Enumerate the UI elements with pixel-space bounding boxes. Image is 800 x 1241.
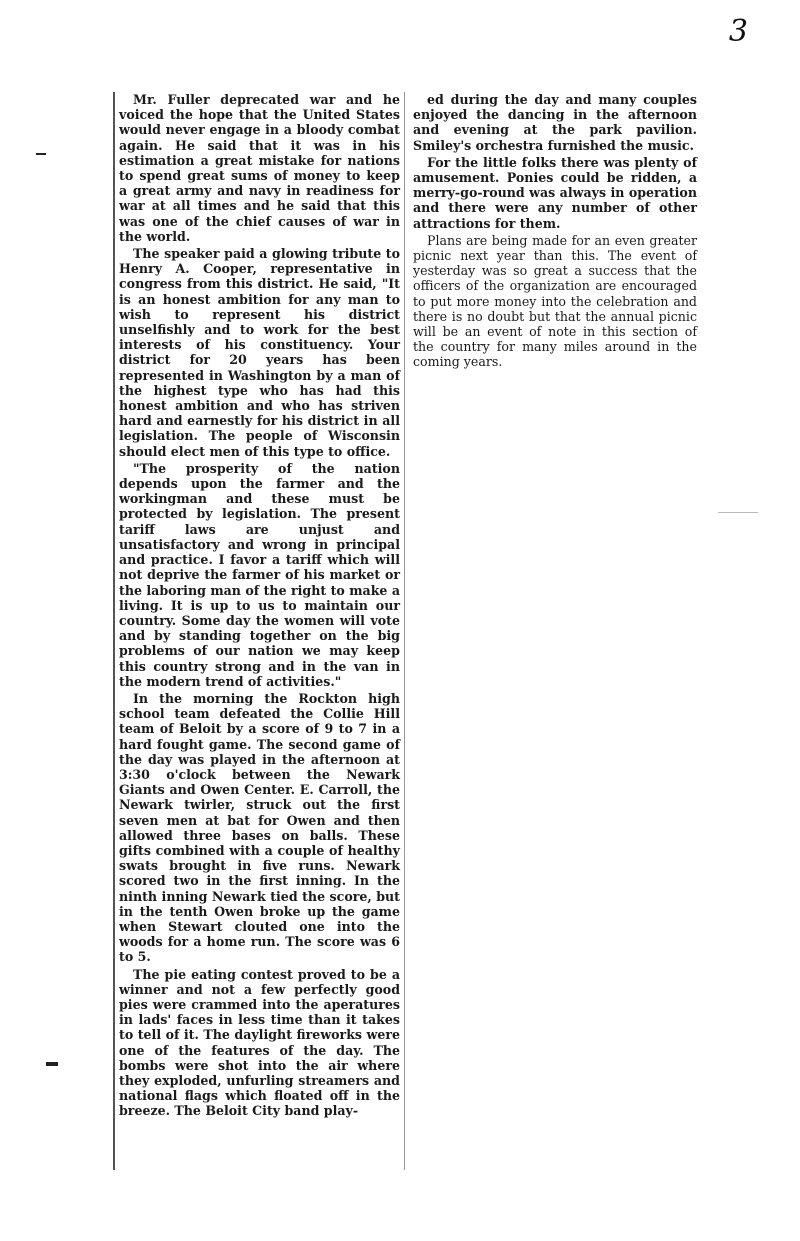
margin-mark-right: [718, 512, 758, 513]
margin-mark-bottom: [46, 1062, 58, 1066]
margin-mark-top: [36, 153, 46, 155]
paragraph-prosperity: "The prosperity of the nation depends upon the farmer and the workingman and these must be protected by legislation. The present tariff laws are unjust and unsatisfactory and wrong in principal and practice. I favor a tariff which will not deprive the farmer of his market or the laboring man of the right to make a living. It is up to us to maintain our country. Some day the women will vote and by standing together on the big problems of our nation we may keep this country strong and in the van in the modern trend of activities.": [119, 460, 400, 689]
paragraph-baseball: In the morning the Rockton high school team defeated the Collie Hill team of Beloit by a score of 9 to 7 in a hard fought game. The second game of the day was played in the afternoon at 3:30 o'clock between the Newark Giants and Owen Center. E. Carroll, the Newark twirler, struck out the first seven men at bat for Owen and then allowed three bases on balls. These gifts combined with a couple of healthy swats brought in five runs. Newark scored two in the first inning. In the ninth inning Newark tied the score, but in the tenth Owen broke up the game when Stewart clouted one into the woods for a home run. The score was 6 to 5.: [119, 690, 400, 965]
left-column: [113, 92, 405, 1170]
right-column: [409, 92, 701, 372]
paragraph-pie-contest: The pie eating contest proved to be a winner and not a few perfectly good pies were crammed into the aperatures in lads' faces in less time than it takes to tell of it. The daylight fireworks were one of the features of the day. The bombs were shot into the air where they exploded, unfurling streamers and national flags which floated off in the breeze. The Beloit City band play-: [119, 966, 400, 1119]
page-number: 3: [728, 14, 748, 49]
paragraph-war: Mr. Fuller deprecated war and he voiced the hope that the United States would never engage in a bloody combat again. He said that it was in his estimation a great mistake for nations to spend great sums of money to keep a great army and navy in readiness for war at all times and he said that this was one of the chief causes of war in the world.: [119, 92, 400, 244]
paragraph-dancing: ed during the day and many couples enjoyed the dancing in the afternoon and evening at the park pavilion. Smiley's orchestra furnished the music.: [413, 92, 697, 153]
paragraph-plans: Plans are being made for an even greater picnic next year than this. The event of yesterday was so great a success that the officers of the organization are encouraged to put more money into the celebration and there is no doubt but that the annual picnic will be an event of note in this section of the country for many miles around in the coming years.: [413, 232, 697, 370]
paragraph-cooper-tribute: The speaker paid a glowing tribute to Henry A. Cooper, representative in congress from this district. He said, "It is an honest ambition for any man to wish to represent his district unselfishly and to work for the best interests of his constituency. Your district for 20 years has been represented in Washington by a man of the highest type who has had this honest ambition and who has striven hard and earnestly for his district in all legislation. The people of Wisconsin should elect men of this type to office.: [119, 246, 400, 459]
paragraph-amusement: For the little folks there was plenty of amusement. Ponies could be ridden, a merry-go-round was always in operation and there were any number of other attractions for them.: [413, 154, 697, 231]
